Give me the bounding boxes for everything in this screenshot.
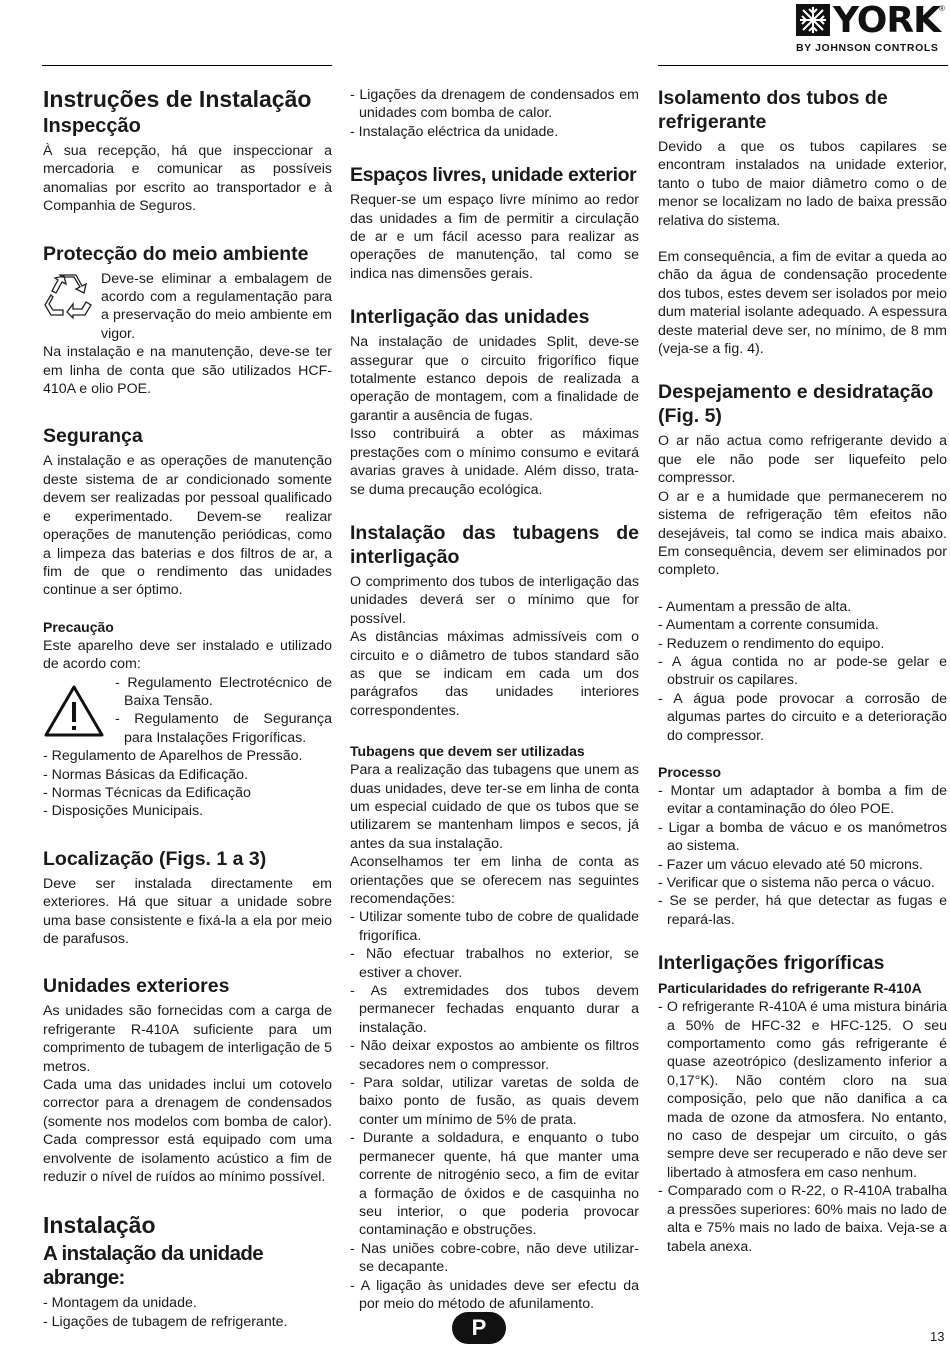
recommendation-item: - Não efectuar trabalhos no exterior, se estiver a chover. xyxy=(350,946,639,981)
utilizadas-text-2: Aconselhamos ter em linha de conta as orientações que se oferecem nas seguintes recomendações: xyxy=(350,854,639,907)
heading-interligacao: Interligação das unidades xyxy=(350,306,590,329)
installation-item: - Ligações da drenagem de condensados em unidades com bomba de calor. xyxy=(350,87,639,122)
process-step: - Verificar que o sistema não perca o vácuo. xyxy=(658,875,935,891)
snowflake-grid-icon xyxy=(796,4,830,36)
refrigerant-item: - O refrigerante R-410A é uma mistura binária a 50% de HFC-32 e HFC-125. O seu comportamento como gás refrigerante é quase azeotrópico (deslizamento inferior a 0,17°K). Não contém cloro na sua composição, pelo que não danifica a ca mada de ozone da atmosfera. No entanto, no caso de despejar um circuito, o gás sempre deve ser recuperado e não deve ser libertado à atmosfera em caso nenhum. xyxy=(658,999,947,1181)
heading-precaucao: Precaução xyxy=(43,618,114,635)
recycle-icon xyxy=(43,273,93,319)
exteriores-text-1: As unidades são fornecidas com a carga de refrigerante R-410A suficiente para um comprimento de tubagem de interligação de 5 metros. xyxy=(43,1003,332,1075)
isolamento-text-2: Em consequência, a fim de evitar a queda ao chão da água de condensação procedente dos tubos, estes devem ser isolados por meio dum material isolante adequado. A espessura deste material deve ser, no mínimo, de 8 mm (veja-se a fig. 4). xyxy=(658,249,947,358)
regulation-item: - Disposições Municipais. xyxy=(43,803,204,820)
seguranca-text: A instalação e as operações de manutenção deste sistema de ar condicionado somente devem ser realizadas por pessoal qualificado e experimentado. Devem-se realizar operações de manutenção periódicas, como a limpeza das baterias e dos filtros de ar, a fim de que o rendimento das unidades continue a ser óptimo. xyxy=(43,453,332,599)
column-rule-left xyxy=(42,65,332,66)
heading-ambiente: Protecção do meio ambiente xyxy=(43,242,309,265)
heading-espacos: Espaços livres, unidade exterior xyxy=(350,164,637,187)
page-title: Instruções de Instalação xyxy=(43,86,312,112)
language-badge: P xyxy=(452,1312,506,1344)
localizacao-text: Deve ser instalada directamente em exteriores. Há que situar a unidade sobre uma base consistente e fixá-la a ela por meio de parafusos. xyxy=(43,875,332,947)
tubagens-text-1: O comprimento dos tubos de interligação das unidades deverá ser o mínimo que for possível. xyxy=(350,573,639,627)
page-number: 13 xyxy=(930,1329,945,1344)
utilizadas-text-1: Para a realização das tubagens que unem as duas unidades, deve ter-se em linha de conta um especial cuidado de que os tubos que se utilizarem se mantenham limpos e secos, já antes da sua instalação. xyxy=(350,762,639,852)
subheading-r410a: Particularidades do refrigerante R-410A xyxy=(658,980,922,997)
column-left xyxy=(43,86,332,1331)
inspeccao-text: À sua recepção, há que inspeccionar a mercadoria e comunicar as possíveis anomalias por escrito ao transportador e à Companhia de Seguros. xyxy=(43,143,332,215)
heading-frigorificas: Interligações frigoríficas xyxy=(658,952,885,975)
heading-seguranca: Segurança xyxy=(43,425,143,448)
precaucao-text: Este aparelho deve ser instalado e utilizado de acordo com: xyxy=(43,637,332,673)
effect-item: - Aumentam a pressão de alta. xyxy=(658,598,852,615)
column-middle xyxy=(350,86,639,1313)
process-step: - Se se perder, há que detectar as fugas e repará-las. xyxy=(658,893,947,928)
recycle-block xyxy=(43,270,332,344)
regulation-item: - Normas Técnicas da Edificação xyxy=(43,784,251,801)
precaucao-icon-block xyxy=(43,674,332,748)
recommendation-item: - Durante a soldadura, e enquanto o tubo permanecer quente, há que manter uma corrente de nitrogénio seco, a fim de evitar a formação de óxidos e de casquinha no seu interior, o que poderia provocar contaminação e obstruções. xyxy=(350,1130,639,1239)
regulation-item: - Regulamento de Segurança para Instalações Frigoríficas. xyxy=(115,711,332,746)
tubagens-text-2: As distâncias máximas admissíveis com o circuito e o diâmetro de tubos standard são as que se indicam em cada um dos parágrafos das unidades interiores correspondentes. xyxy=(350,629,639,719)
process-step: - Fazer um vácuo elevado até 50 microns. xyxy=(658,856,923,873)
heading-utilizadas: Tubagens que devem ser utilizadas xyxy=(350,743,585,760)
ambiente-text-1: Deve-se eliminar a embalagem de acordo com a regulamentação para a preservação do meio ambiente em vigor. xyxy=(101,270,332,342)
regulation-item: - Regulamento Electrotécnico de Baixa Tensão. xyxy=(115,674,332,709)
heading-processo: Processo xyxy=(658,763,722,780)
recommendation-item: - Não deixar expostos ao ambiente os filtros secadores nem o compressor. xyxy=(350,1038,639,1073)
recommendation-item: - Nas uniões cobre-cobre, não deve utilizar- se decapante. xyxy=(350,1240,639,1276)
heading-instalacao: Instalação xyxy=(43,1212,156,1239)
isolamento-text-1: Devido a que os tubos capilares se encontram instalados na unidade exterior, tanto o tubo de maior diâmetro como o de menor se localizam no lado de baixa pressão relativa do sistema. xyxy=(658,139,947,229)
effect-item: - A água pode provocar a corrosão de algumas partes do circuito e a deterioração do compressor. xyxy=(658,690,947,744)
recommendation-item: - Para soldar, utilizar varetas de solda de baixo ponto de fusão, as quais devem conter um mínimo de 5% de prata. xyxy=(350,1075,639,1128)
regulation-item: - Normas Básicas da Edificação. xyxy=(43,766,249,783)
heading-localizacao: Localização (Figs. 1 a 3) xyxy=(43,847,267,870)
effect-item: - A água contida no ar pode-se gelar e obstruir os capilares. xyxy=(658,653,947,689)
despejamento-text-1: O ar não actua como refrigerante devido a que ele não pode ser liquefeito pelo compressor. xyxy=(658,433,947,487)
process-step: - Montar um adaptador à bomba a fim de evitar a contaminação do óleo POE. xyxy=(658,782,947,818)
regulation-item: - Regulamento de Aparelhos de Pressão. xyxy=(43,748,303,765)
installation-item: - Instalação eléctrica da unidade. xyxy=(350,123,559,140)
heading-tubagens: Instalação das tubagens de interligação xyxy=(350,521,639,568)
despejamento-text-2: O ar e a humidade que permanecerem no sistema de refrigeração têm efeitos não desejáveis, tal como se indica mais abaixo. Em consequência, devem ser eliminados por completo. xyxy=(658,488,947,579)
ambiente-text-2: Na instalação e na manutenção, deve-se ter em linha de conta que são utilizados HCF-410A e olio POE. xyxy=(43,344,332,398)
registered-mark: ® xyxy=(939,4,945,13)
effect-item: - Aumentam a corrente consumida. xyxy=(658,617,879,634)
refrigerant-item: - Comparado com o R-22, o R-410A trabalha a pressões superiores: 60% mais no lado de alta e 75% mais no lado de baixa. Veja-se a tabela anexa. xyxy=(658,1183,947,1255)
exteriores-text-2: Cada uma das unidades inclui um cotovelo corrector para a drenagem de condensados (somente nos modelos com bomba de calor). Cada compressor está equipado com uma envolvente de isolamento acústico a fim de reduzir o nível de ruídos ao mínimo possível. xyxy=(43,1077,332,1186)
interligacao-text-1: Na instalação de unidades Split, deve-se assegurar que o circuito frigorífico fique totalmente estanco depois de realizada a operação de montagem, com a finalidade de garantir a ausência de fugas. xyxy=(350,334,639,424)
heading-inspeccao: Inspecção xyxy=(43,115,141,137)
york-logo xyxy=(796,0,946,56)
heading-despejamento: Despejamento e desidratação (Fig. 5) xyxy=(658,381,934,428)
effect-item: - Reduzem o rendimento do equipo. xyxy=(658,635,885,652)
column-right xyxy=(658,86,947,1256)
installation-item: - Ligações de tubagem de refrigerante. xyxy=(43,1313,288,1330)
process-step: - Ligar a bomba de vácuo e os manómetros ao sistema. xyxy=(658,819,947,855)
recommendation-item: - Utilizar somente tubo de cobre de qualidade frigorífica. xyxy=(350,909,639,944)
installation-item: - Montagem da unidade. xyxy=(43,1295,197,1312)
column-rule-right xyxy=(658,65,948,66)
heading-exteriores: Unidades exteriores xyxy=(43,975,230,998)
subheading-abrange: A instalação da unidade abrange: xyxy=(43,1242,264,1290)
recommendation-item: - As extremidades dos tubos devem permanecer fechadas enquanto durar a instalação. xyxy=(350,983,639,1036)
heading-isolamento: Isolamento dos tubos de refrigerante xyxy=(658,87,888,133)
espacos-text: Requer-se um espaço livre mínimo ao redor das unidades a fim de permitir a circulação de ar e um fácil acesso para realizar as operações de manutenção, tal como se indica nas dimensões gerais. xyxy=(350,192,639,282)
interligacao-text-2: Isso contribuirá a obter as máximas prestações com o mínimo consumo e evitará avarias graves à unidade. Além disso, trata-se duma precaução ecológica. xyxy=(350,426,639,498)
warning-triangle-icon xyxy=(43,684,105,738)
recommendation-item: - A ligação às unidades deve ser efectu da por meio do método de afunilamento. xyxy=(350,1277,639,1312)
logo-tagline: BY JOHNSON CONTROLS xyxy=(796,42,939,54)
logo-wordmark: YORK xyxy=(833,0,941,41)
